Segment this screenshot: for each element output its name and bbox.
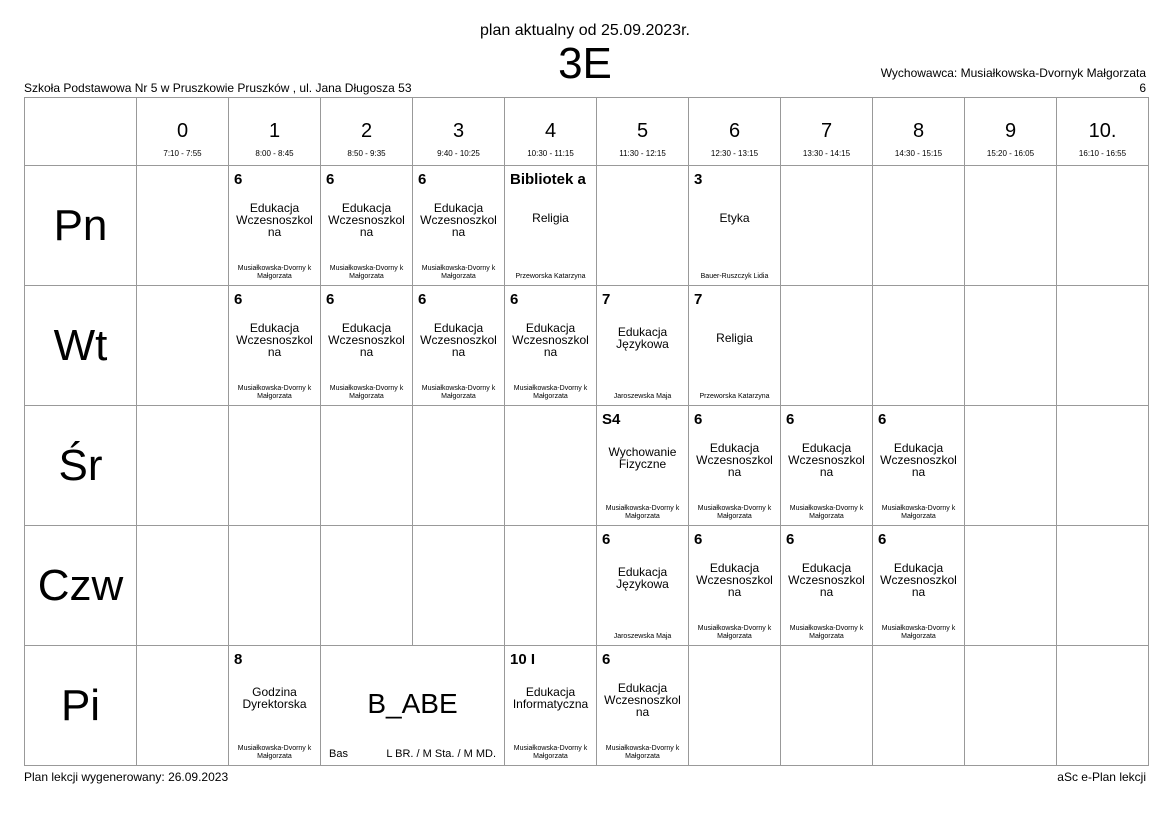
room-label: 6 xyxy=(418,171,427,188)
room-label: 6 xyxy=(694,411,703,428)
empty-cell xyxy=(1057,646,1149,766)
period-number: 7 xyxy=(820,120,833,142)
period-header-row xyxy=(25,98,1149,166)
period-header xyxy=(137,98,229,166)
teacher-label: Musiałkowska-Dvorny k Małgorzata xyxy=(881,625,956,640)
teacher-label: Bauer-Ruszczyk Lidia xyxy=(700,273,769,280)
subject-label: Edukacja Wczesnoszkol na xyxy=(696,441,773,479)
lesson-cell xyxy=(781,526,873,646)
empty-cell xyxy=(1057,406,1149,526)
room-label: 3 xyxy=(694,171,703,188)
period-header xyxy=(1057,98,1149,166)
period-time: 16:10 - 16:55 xyxy=(1078,149,1127,158)
lesson-cell xyxy=(321,286,413,406)
teacher-label: Musiałkowska-Dvorny k Małgorzata xyxy=(789,505,864,520)
room-label: 6 xyxy=(326,291,335,308)
empty-cell xyxy=(1057,166,1149,286)
period-time: 12:30 - 13:15 xyxy=(710,149,759,158)
lesson-cell xyxy=(781,406,873,526)
empty-cell xyxy=(965,526,1057,646)
lesson-cell xyxy=(689,406,781,526)
teacher-label: Musiałkowska-Dvorny k Małgorzata xyxy=(513,745,588,760)
teacher-label: Musiałkowska-Dvorny k Małgorzata xyxy=(513,385,588,400)
room-label: 7 xyxy=(602,291,611,308)
subject-label: Edukacja Wczesnoszkol na xyxy=(604,681,681,719)
lesson-cell xyxy=(689,286,781,406)
lesson-cell xyxy=(873,526,965,646)
teacher-label: Jaroszewska Maja xyxy=(613,633,672,640)
empty-cell xyxy=(137,646,229,766)
teacher-label: Musiałkowska-Dvorny k Małgorzata xyxy=(329,385,404,400)
period-header xyxy=(505,98,597,166)
teacher-label: Musiałkowska-Dvorny k Małgorzata xyxy=(421,265,496,280)
empty-cell xyxy=(965,286,1057,406)
empty-cell xyxy=(873,166,965,286)
lesson-cell xyxy=(597,526,689,646)
teacher-label: Musiałkowska-Dvorny k Małgorzata xyxy=(789,625,864,640)
room-label: 6 xyxy=(326,171,335,188)
lesson-cell xyxy=(689,166,781,286)
day-row-wednesday xyxy=(25,406,1149,526)
room-label: S4 xyxy=(602,411,621,428)
teacher-label: Musiałkowska-Dvorny k Małgorzata xyxy=(881,505,956,520)
period-time: 8:00 - 8:45 xyxy=(255,149,294,158)
lesson-cell xyxy=(597,406,689,526)
teacher-label: Musiałkowska-Dvorny k Małgorzata xyxy=(697,505,772,520)
room-label: 6 xyxy=(234,291,243,308)
room-label: 6 xyxy=(602,651,611,668)
period-number: 3 xyxy=(452,120,465,142)
lesson-cell xyxy=(873,406,965,526)
period-time: 13:30 - 14:15 xyxy=(802,149,851,158)
subject-label: Godzina Dyrektorska xyxy=(242,685,307,711)
period-number: 0 xyxy=(176,120,189,142)
empty-cell xyxy=(873,646,965,766)
period-time: 9:40 - 10:25 xyxy=(437,149,480,158)
period-header xyxy=(965,98,1057,166)
room-label: 6 xyxy=(602,531,611,548)
period-time: 15:20 - 16:05 xyxy=(986,149,1035,158)
empty-cell xyxy=(413,406,505,526)
room-label: 8 xyxy=(234,651,243,668)
subject-label: Edukacja Wczesnoszkol na xyxy=(420,201,497,239)
lesson-cell xyxy=(413,286,505,406)
subject-label: Edukacja Informatyczna xyxy=(512,685,589,711)
teacher-label: Musiałkowska-Dvorny k Małgorzata xyxy=(605,505,680,520)
lesson-cell xyxy=(505,286,597,406)
period-number: 1 xyxy=(268,120,281,142)
subject-label: Etyka xyxy=(719,211,750,225)
room-label: 6 xyxy=(786,411,795,428)
subject-label: Edukacja Wczesnoszkol na xyxy=(788,561,865,599)
period-time: 10:30 - 11:15 xyxy=(527,149,574,158)
teacher-label: Musiałkowska-Dvorny k Małgorzata xyxy=(697,625,772,640)
empty-cell xyxy=(229,526,321,646)
empty-cell xyxy=(965,406,1057,526)
period-number: 4 xyxy=(544,120,557,142)
teacher-label: Przeworska Katarzyna xyxy=(699,393,770,400)
day-label: Wt xyxy=(25,286,137,406)
day-label: Pn xyxy=(25,166,137,286)
subject-label: Edukacja Wczesnoszkol na xyxy=(880,561,957,599)
subject-label: Edukacja Wczesnoszkol na xyxy=(236,321,313,359)
subject-label: Edukacja Wczesnoszkol na xyxy=(696,561,773,599)
period-number: 2 xyxy=(360,120,373,142)
plan-subtitle: plan aktualny od 25.09.2023r. xyxy=(480,22,690,39)
empty-cell xyxy=(321,406,413,526)
lesson-cell xyxy=(597,286,689,406)
room-label: 6 xyxy=(694,531,703,548)
subject-label: Edukacja Wczesnoszkol na xyxy=(788,441,865,479)
empty-cell xyxy=(137,526,229,646)
lesson-cell xyxy=(413,166,505,286)
page-number: 6 xyxy=(1139,81,1146,95)
day-row-tuesday xyxy=(25,286,1149,406)
period-time: 7:10 - 7:55 xyxy=(163,149,202,158)
empty-cell xyxy=(781,646,873,766)
lesson-cell xyxy=(229,286,321,406)
period-number: 5 xyxy=(636,120,649,142)
empty-cell xyxy=(137,166,229,286)
lesson-cell xyxy=(505,646,597,766)
subject-label: Edukacja Wczesnoszkol na xyxy=(420,321,497,359)
period-header xyxy=(781,98,873,166)
class-title: 3E xyxy=(558,39,612,88)
software-brand: aSc e-Plan lekcji xyxy=(1057,770,1146,784)
empty-cell xyxy=(689,646,781,766)
period-time: 8:50 - 9:35 xyxy=(347,149,386,158)
school-name: Szkoła Podstawowa Nr 5 w Pruszkowie Pruszków , ul. Jana Długosza 53 xyxy=(24,81,412,95)
period-header xyxy=(229,98,321,166)
period-header xyxy=(689,98,781,166)
empty-cell xyxy=(1057,286,1149,406)
room-label: 6 xyxy=(234,171,243,188)
room-label: 6 xyxy=(510,291,519,308)
subject-label: Edukacja Językowa xyxy=(616,325,669,351)
subject-label: Religia xyxy=(532,211,569,225)
period-header xyxy=(413,98,505,166)
lesson-cell xyxy=(229,166,321,286)
subject-label: Edukacja Wczesnoszkol na xyxy=(328,321,405,359)
empty-cell xyxy=(137,286,229,406)
period-header xyxy=(873,98,965,166)
period-time: 14:30 - 15:15 xyxy=(894,149,943,158)
teacher-label: Przeworska Katarzyna xyxy=(515,273,586,280)
room-label: 10 I xyxy=(510,651,536,668)
teacher-label: Musiałkowska-Dvorny k Małgorzata xyxy=(605,745,680,760)
day-row-thursday xyxy=(25,526,1149,646)
period-header xyxy=(597,98,689,166)
empty-cell xyxy=(413,526,505,646)
period-number: 9 xyxy=(1004,120,1017,142)
empty-cell xyxy=(873,286,965,406)
empty-cell xyxy=(229,406,321,526)
corner-cell xyxy=(25,98,137,166)
empty-cell xyxy=(597,166,689,286)
period-header xyxy=(321,98,413,166)
empty-cell xyxy=(781,166,873,286)
subject-label: Edukacja Wczesnoszkol na xyxy=(512,321,589,359)
teacher-label: Musiałkowska-Dvorny k Małgorzata xyxy=(237,745,312,760)
subject-label: Edukacja Wczesnoszkol na xyxy=(328,201,405,239)
teacher-label: Musiałkowska-Dvorny k Małgorzata xyxy=(329,265,404,280)
lesson-cell xyxy=(597,646,689,766)
generated-date: Plan lekcji wygenerowany: 26.09.2023 xyxy=(24,770,229,784)
teacher-label: Jaroszewska Maja xyxy=(613,393,672,400)
room-label: Bibliotek a xyxy=(510,171,586,188)
subject-label: Edukacja Wczesnoszkol na xyxy=(880,441,957,479)
empty-cell xyxy=(1057,526,1149,646)
group-teachers: L BR. / M Sta. / M MD. xyxy=(386,748,496,760)
room-label: Bas xyxy=(329,748,348,760)
subject-label: Edukacja Językowa xyxy=(616,565,669,591)
class-teacher: Wychowawca: Musiałkowska-Dvornyk Małgorzata xyxy=(880,66,1146,80)
day-row-friday xyxy=(25,646,1149,766)
empty-cell xyxy=(137,406,229,526)
period-number: 6 xyxy=(728,120,741,142)
room-label: 6 xyxy=(878,411,887,428)
day-label: Czw xyxy=(25,526,137,646)
period-time: 11:30 - 12:15 xyxy=(619,149,666,158)
day-label: Pi xyxy=(25,646,137,766)
day-label: Śr xyxy=(25,406,137,526)
lesson-cell xyxy=(229,646,321,766)
group-lesson-cell xyxy=(321,646,505,766)
teacher-label: Musiałkowska-Dvorny k Małgorzata xyxy=(237,385,312,400)
subject-label: Wychowanie Fizyczne xyxy=(608,445,677,471)
teacher-label: Musiałkowska-Dvorny k Małgorzata xyxy=(237,265,312,280)
teacher-label: Musiałkowska-Dvorny k Małgorzata xyxy=(421,385,496,400)
room-label: 6 xyxy=(418,291,427,308)
subject-label: Religia xyxy=(716,331,753,345)
period-number: 10. xyxy=(1088,120,1117,142)
empty-cell xyxy=(505,406,597,526)
empty-cell xyxy=(321,526,413,646)
lesson-cell xyxy=(689,526,781,646)
empty-cell xyxy=(965,646,1057,766)
lesson-cell xyxy=(321,166,413,286)
room-label: 7 xyxy=(694,291,703,308)
day-row-monday xyxy=(25,166,1149,286)
room-label: 6 xyxy=(878,531,887,548)
room-label: 6 xyxy=(786,531,795,548)
empty-cell xyxy=(781,286,873,406)
group-lesson-title: B_ABE xyxy=(367,688,458,719)
subject-label: Edukacja Wczesnoszkol na xyxy=(236,201,313,239)
empty-cell xyxy=(505,526,597,646)
timetable xyxy=(24,97,1149,766)
lesson-cell xyxy=(505,166,597,286)
empty-cell xyxy=(965,166,1057,286)
period-number: 8 xyxy=(912,120,925,142)
